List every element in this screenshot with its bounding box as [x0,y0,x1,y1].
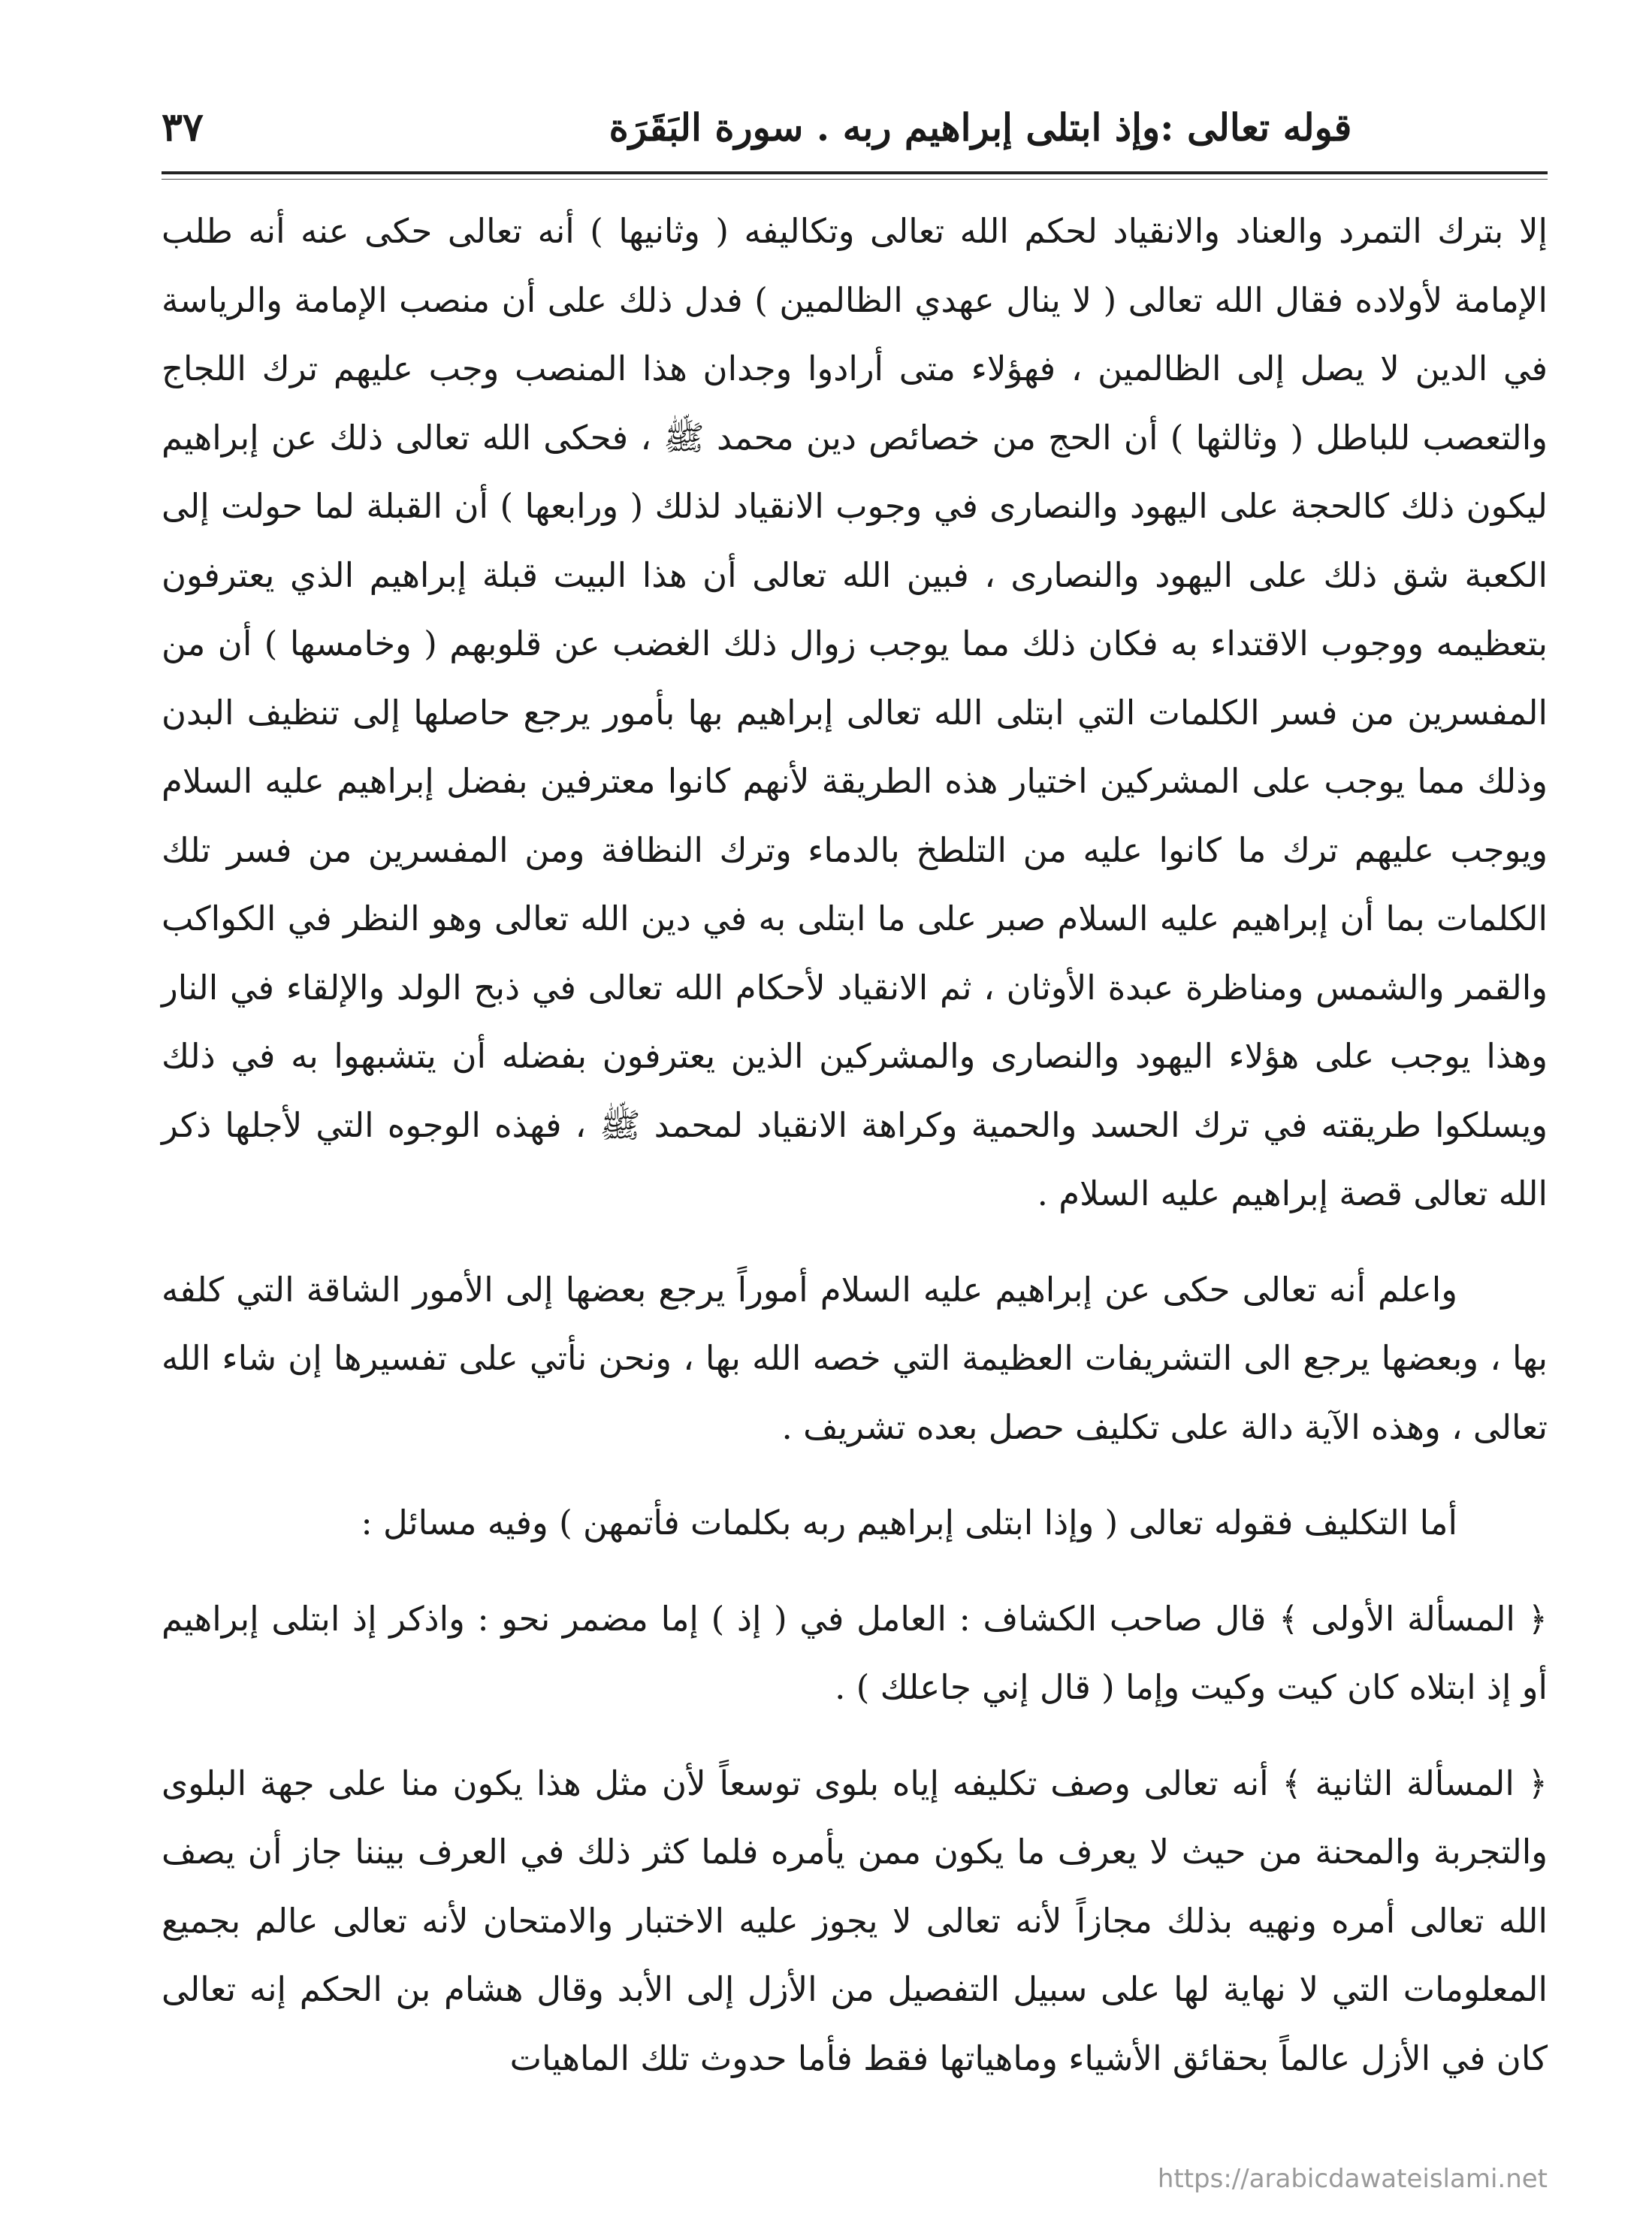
paragraph-continuation: إلا بترك التمرد والعناد والانقياد لحكم الله تعالى وتكاليفه ( وثانيها ) أنه تعالى حكى عنه أنه طلب الإمامة لأولاده فقال الله تعالى ( لا ينال عهدي الظالمين ) فدل ذلك على أن منصب الإمامة والرياسة في الدين لا يصل إلى الظالمين ، فهؤلاء متى أرادوا وجدان هذا المنصب وجب عليهم ترك اللجاج والتعصب للباطل ( وثالثها ) أن الحج من خصائص دين محمد ﷺ ، فحكى الله تعالى ذلك عن إبراهيم ليكون ذلك كالحجة على اليهود والنصارى في وجوب الانقياد لذلك ( ورابعها ) أن القبلة لما حولت إلى الكعبة شق ذلك على اليهود والنصارى ، فبين الله تعالى أن هذا البيت قبلة إبراهيم الذي يعترفون بتعظيمه ووجوب الاقتداء به فكان ذلك مما يوجب زوال ذلك الغضب عن قلوبهم ( وخامسها ) أن من المفسرين من فسر الكلمات التي ابتلى الله تعالى إبراهيم بها بأمور يرجع حاصلها إلى تنظيف البدن وذلك مما يوجب على المشركين اختيار هذه الطريقة لأنهم كانوا معترفين بفضل إبراهيم عليه السلام ويوجب عليهم ترك ما كانوا عليه من التلطخ بالدماء وترك النظافة ومن المفسرين من فسر تلك الكلمات بما أن إبراهيم عليه السلام صبر على ما ابتلى به في دين الله تعالى وهو النظر في الكواكب والقمر والشمس ومناظرة عبدة الأوثان ، ثم الانقياد لأحكام الله تعالى في ذبح الولد والإلقاء في النار وهذا يوجب على هؤلاء اليهود والنصارى والمشركين الذين يعترفون بفضله أن يتشبهوا به في ذلك ويسلكوا طريقته في ترك الحسد والحمية وكراهة الانقياد لمحمد ﷺ ، فهذه الوجوه التي لأجلها ذكر الله تعالى قصة إبراهيم عليه السلام . [162,211,1548,1213]
page-number: ٣٧ [162,104,204,150]
header-rule-thin [162,179,1548,180]
header-rule-thick [162,171,1548,174]
body-text [162,197,1548,2093]
paragraph-issue-1: ﴿ المسألة الأولى ﴾ قال صاحب الكشاف : العامل في ( إذ ) إما مضمر نحو : واذكر إذ ابتلى إبراهيم أو إذ ابتلاه كان كيت وكيت وإما ( قال إني جاعلك ) . [162,1598,1548,1707]
header-title: قوله تعالى :وإذ ابتلى إبراهيم ربه . سورة البَقَرَة [609,105,1352,150]
paragraph-issue-2: ﴿ المسألة الثانية ﴾ أنه تعالى وصف تكليفه إياه بلوى توسعاً لأن مثل هذا يكون منا على جهة البلوى والتجربة والمحنة من حيث لا يعرف ما يكون ممن يأمره فلما كثر ذلك في العرف بيننا جاز أن يصف الله تعالى أمره ونهيه بذلك مجازاً لأنه تعالى لا يجوز عليه الاختبار والامتحان لأنه تعالى عالم بجميع المعلومات التي لا نهاية لها على سبيل التفصيل من الأزل إلى الأبد وقال هشام بن الحكم إنه تعالى كان في الأزل عالماً بحقائق الأشياء وماهياتها فقط فأما حدوث تلك الماهيات [162,1763,1548,2078]
running-header [162,90,1544,173]
watermark-url: https://arabicdawateislami.net [1157,2164,1548,2194]
paragraph: واعلم أنه تعالى حكى عن إبراهيم عليه السلام أموراً يرجع بعضها إلى الأمور الشاقة التي كلفه بها ، وبعضها يرجع الى التشريفات العظيمة التي خصه الله بها ، ونحن نأتي على تفسيرها إن شاء الله تعالى ، وهذه الآية دالة على تكليف حصل بعده تشريف . [162,1269,1548,1447]
paragraph: أما التكليف فقوله تعالى ( وإذا ابتلى إبراهيم ربه بكلمات فأتمهن ) وفيه مسائل : [361,1503,1457,1543]
